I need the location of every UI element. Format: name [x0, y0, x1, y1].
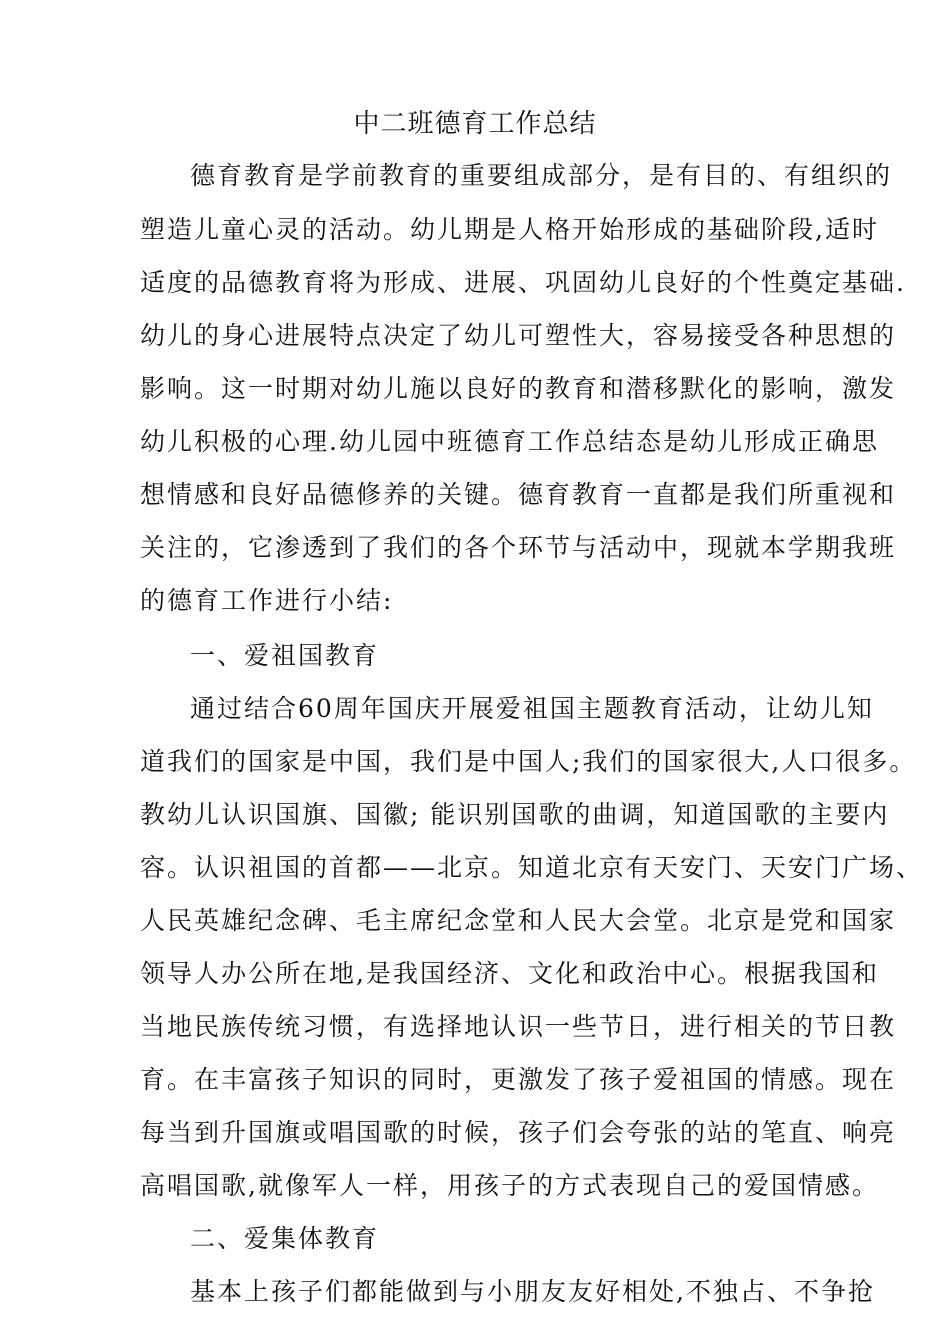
paragraph-1-line-7: 想情感和良好品德修养的关键。德育教育一直都是我们所重视和 [140, 480, 897, 509]
paragraph-2-line-4: 容。认识祖国的首都——北京。知道北京有天安门、天安门广场、 [140, 853, 924, 882]
document-title: 中二班德育工作总结 [353, 109, 597, 139]
paragraph-2-line-3: 教幼儿认识国旗、国徽; 能识别国歌的曲调，知道国歌的主要内 [140, 800, 890, 829]
paragraph-1-line-9: 的德育工作进行小结: [140, 586, 394, 615]
paragraph-2-line-1: 通过结合60周年国庆开展爱祖国主题教育活动，让幼儿知 [190, 694, 874, 723]
paragraph-3-line-1: 基本上孩子们都能做到与小朋友友好相处,不独占、不争抢 [190, 1277, 875, 1306]
paragraph-2-line-2: 道我们的国家是中国，我们是中国人;我们的国家很大,人口很多。 [140, 747, 917, 776]
section-heading-1: 一、爱祖国教育 [190, 641, 380, 670]
paragraph-1-line-1: 德育教育是学前教育的重要组成部分，是有目的、有组织的 [190, 161, 893, 190]
paragraph-1-line-8: 关注的，它渗透到了我们的各个环节与活动中，现就本学期我班 [140, 533, 897, 562]
paragraph-1-line-4: 幼儿的身心进展特点决定了幼儿可塑性大，容易接受各种思想的 [140, 321, 897, 350]
paragraph-2-line-8: 育。在丰富孩子知识的同时，更激发了孩子爱祖国的情感。现在 [140, 1065, 897, 1094]
paragraph-1-line-2: 塑造儿童心灵的活动。幼儿期是人格开始形成的基础阶段,适时 [140, 215, 879, 244]
paragraph-2-line-9: 每当到升国旗或唱国歌的时候，孩子们会夸张的站的笔直、响亮 [140, 1118, 897, 1147]
paragraph-1-line-5: 影响。这一时期对幼儿施以良好的教育和潜移默化的影响，激发 [140, 374, 897, 403]
paragraph-2-line-6: 领导人办公所在地,是我国经济、文化和政治中心。根据我国和 [140, 959, 879, 988]
paragraph-1-line-6: 幼儿积极的心理.幼儿园中班德育工作总结态是幼儿形成正确思 [140, 427, 879, 456]
paragraph-2-line-10: 高唱国歌,就像军人一样，用孩子的方式表现自己的爱国情感。 [140, 1171, 879, 1200]
section-heading-2: 二、爱集体教育 [190, 1224, 380, 1253]
paragraph-2-line-5: 人民英雄纪念碑、毛主席纪念堂和人民大会堂。北京是党和国家 [140, 906, 897, 935]
paragraph-1-line-3: 适度的品德教育将为形成、进展、巩固幼儿良好的个性奠定基础. [140, 268, 906, 297]
paragraph-2-line-7: 当地民族传统习惯，有选择地认识一些节日，进行相关的节日教 [140, 1012, 897, 1041]
